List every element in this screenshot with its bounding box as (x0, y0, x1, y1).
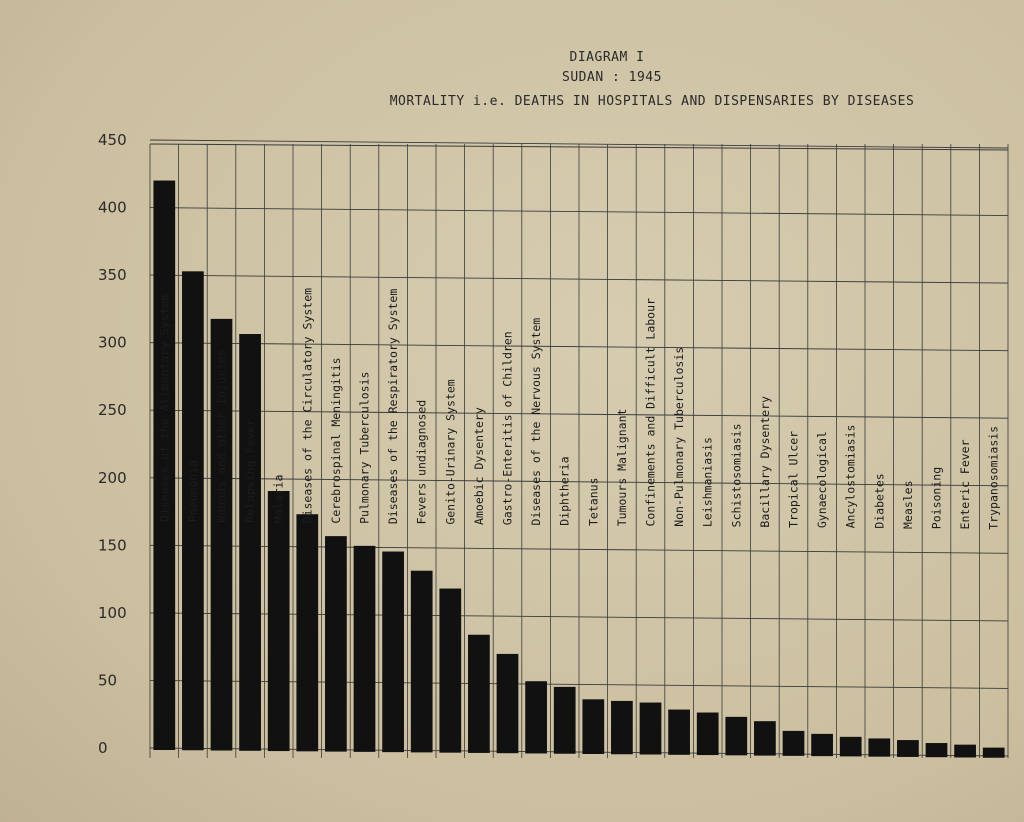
bar-label: Measles (900, 480, 915, 529)
bar-label: Amoebic Dysentery (471, 407, 486, 525)
bar (725, 717, 747, 755)
bar (382, 552, 404, 753)
y-tick-label: 400 (98, 198, 127, 217)
y-tick-label: 100 (98, 603, 127, 622)
bar-label: Poisoning (929, 466, 944, 530)
bar-label: Tumours Malignant (614, 408, 629, 527)
bar-label: Diseases of the Circulatory System (300, 287, 315, 524)
chart-title: DIAGRAM I (569, 50, 645, 65)
bar (840, 737, 862, 757)
bar-label: Ancylostomiasis (843, 424, 858, 529)
bar (868, 738, 890, 756)
bar-label: Diabetes (872, 473, 887, 529)
y-tick-label: 300 (98, 333, 127, 352)
bar-label: Relapsing Fever (243, 418, 258, 523)
bar-label: Non-Pulmonary Tuberculosis (672, 346, 687, 527)
bar-label: Genito-Urinary System (443, 379, 458, 525)
bar-label: Confinements and Difficult Labour (643, 298, 658, 527)
bar-label: Diphtheria (557, 456, 572, 526)
bar-label: Trypanosomiasis (986, 425, 1001, 530)
bar (554, 687, 576, 754)
chart-subtitle: SUDAN : 1945 (562, 70, 662, 85)
bar-label: Wounds and other injuries (214, 349, 229, 523)
bar (640, 703, 662, 755)
bar (668, 710, 690, 755)
bar-label: Diseases of the Nervous System (529, 317, 544, 526)
bar (783, 731, 805, 756)
bar-label: Pulmonary Tuberculosis (357, 371, 372, 524)
bar-label: Gynaecological (815, 431, 830, 529)
bar (325, 536, 347, 751)
bar-label: Diseases of the Respiratory System (386, 288, 401, 525)
y-tick-label: 150 (98, 536, 127, 555)
y-tick-label: 0 (98, 739, 108, 757)
bar-label: Fevers undiagnosed (414, 399, 429, 525)
bar-label: Leishmaniasis (700, 437, 715, 528)
bar (983, 748, 1005, 758)
bar (954, 745, 976, 758)
bar-label: Pneumonia (185, 459, 200, 523)
y-tick-label: 50 (98, 671, 118, 690)
bar (611, 701, 633, 754)
bar (354, 546, 376, 752)
y-tick-label: 350 (98, 266, 127, 285)
bar (754, 721, 776, 755)
bar-label: Bacillary Dysentery (757, 396, 772, 528)
bar (697, 713, 719, 756)
chart-caption: MORTALITY i.e. DEATHS IN HOSPITALS AND DISPENSARIES BY DISEASES (389, 94, 915, 109)
bar (497, 654, 519, 753)
bar (811, 734, 833, 756)
bar (897, 740, 919, 757)
bar-label: Tetanus (586, 477, 601, 526)
bar (268, 491, 290, 751)
bar-label: Tropical Ulcer (786, 430, 801, 528)
bar-label: Schistosomiasis (729, 423, 744, 528)
bar-label: Cerebrospinal Meningitis (328, 357, 343, 524)
bar (239, 334, 261, 751)
bar (439, 589, 461, 753)
bar-label: Enteric Fever (958, 439, 973, 530)
bar (582, 699, 604, 754)
bar (411, 571, 433, 753)
bar-label: Diseases of the Alimentary System (157, 293, 172, 522)
bar-label: Malaria (271, 474, 286, 524)
y-tick-label: 250 (98, 401, 127, 420)
bar (525, 681, 547, 753)
bar (926, 743, 948, 757)
bar (468, 635, 490, 753)
bar (296, 514, 318, 751)
bar-label: Gastro-Enteritis of Children (500, 331, 515, 526)
y-tick-label: 200 (98, 468, 127, 487)
y-tick-label: 450 (98, 131, 127, 149)
